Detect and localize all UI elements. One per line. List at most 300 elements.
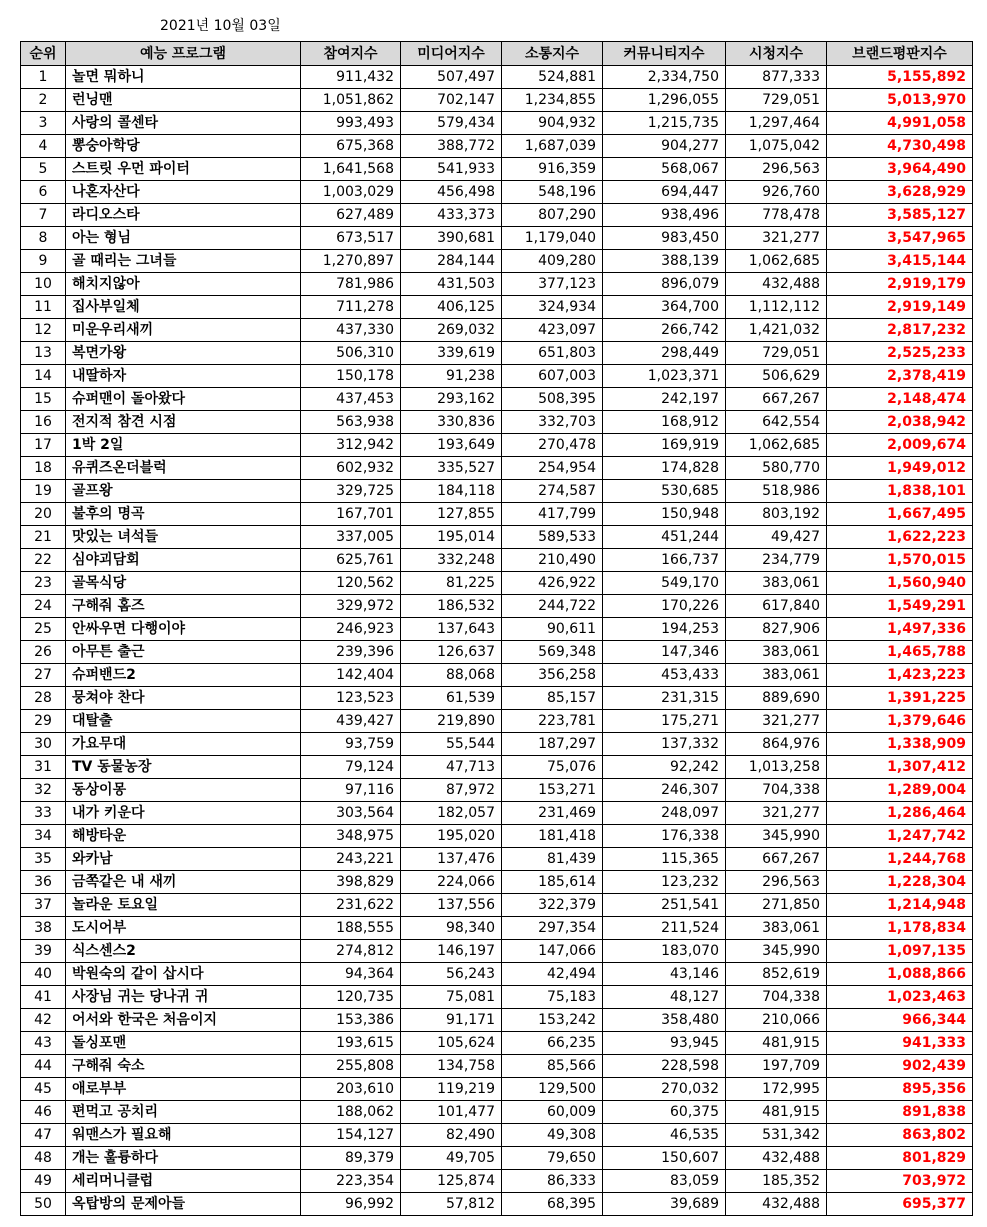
community-cell: 169,919 (603, 434, 726, 457)
program-name-cell: 도시어부 (66, 917, 301, 940)
program-name-cell: 미운우리새끼 (66, 319, 301, 342)
participation-cell: 188,062 (301, 1101, 401, 1124)
viewership-cell: 1,421,032 (726, 319, 827, 342)
community-cell: 48,127 (603, 986, 726, 1009)
media-cell: 88,068 (401, 664, 502, 687)
table-row (21, 710, 973, 733)
rank-cell: 50 (21, 1193, 66, 1216)
communication-cell: 569,348 (502, 641, 603, 664)
rank-cell: 3 (21, 112, 66, 135)
rank-cell: 49 (21, 1170, 66, 1193)
participation-cell: 329,725 (301, 480, 401, 503)
brand-index-cell: 3,585,127 (827, 204, 973, 227)
table-row (21, 342, 973, 365)
col-header-communication: 소통지수 (502, 42, 603, 66)
brand-index-cell: 1,379,646 (827, 710, 973, 733)
rank-cell: 14 (21, 365, 66, 388)
program-name-cell: 1박 2일 (66, 434, 301, 457)
media-cell: 388,772 (401, 135, 502, 158)
media-cell: 195,014 (401, 526, 502, 549)
media-cell: 224,066 (401, 871, 502, 894)
communication-cell: 244,722 (502, 595, 603, 618)
media-cell: 101,477 (401, 1101, 502, 1124)
community-cell: 246,307 (603, 779, 726, 802)
brand-index-cell: 2,919,149 (827, 296, 973, 319)
communication-cell: 60,009 (502, 1101, 603, 1124)
community-cell: 270,032 (603, 1078, 726, 1101)
communication-cell: 377,123 (502, 273, 603, 296)
brand-index-cell: 1,228,304 (827, 871, 973, 894)
media-cell: 137,556 (401, 894, 502, 917)
media-cell: 127,855 (401, 503, 502, 526)
community-cell: 43,146 (603, 963, 726, 986)
brand-index-cell: 1,178,834 (827, 917, 973, 940)
brand-index-cell: 2,817,232 (827, 319, 973, 342)
rank-cell: 12 (21, 319, 66, 342)
viewership-cell: 383,061 (726, 664, 827, 687)
brand-index-cell: 703,972 (827, 1170, 973, 1193)
media-cell: 91,171 (401, 1009, 502, 1032)
media-cell: 184,118 (401, 480, 502, 503)
communication-cell: 153,271 (502, 779, 603, 802)
communication-cell: 129,500 (502, 1078, 603, 1101)
rank-cell: 16 (21, 411, 66, 434)
rank-cell: 2 (21, 89, 66, 112)
community-cell: 176,338 (603, 825, 726, 848)
brand-index-cell: 4,730,498 (827, 135, 973, 158)
table-row (21, 526, 973, 549)
rank-cell: 45 (21, 1078, 66, 1101)
brand-index-cell: 941,333 (827, 1032, 973, 1055)
rank-cell: 40 (21, 963, 66, 986)
participation-cell: 120,735 (301, 986, 401, 1009)
community-cell: 92,242 (603, 756, 726, 779)
rank-cell: 15 (21, 388, 66, 411)
brand-index-cell: 1,560,940 (827, 572, 973, 595)
viewership-cell: 1,062,685 (726, 250, 827, 273)
table-row (21, 388, 973, 411)
community-cell: 123,232 (603, 871, 726, 894)
media-cell: 75,081 (401, 986, 502, 1009)
brand-index-cell: 1,307,412 (827, 756, 973, 779)
community-cell: 46,535 (603, 1124, 726, 1147)
participation-cell: 348,975 (301, 825, 401, 848)
program-name-cell: 뭉쳐야 찬다 (66, 687, 301, 710)
col-header-viewership: 시청지수 (726, 42, 827, 66)
communication-cell: 85,157 (502, 687, 603, 710)
program-name-cell: 구해줘 홈즈 (66, 595, 301, 618)
program-name-cell: 해치지않아 (66, 273, 301, 296)
rank-cell: 42 (21, 1009, 66, 1032)
communication-cell: 548,196 (502, 181, 603, 204)
rank-cell: 23 (21, 572, 66, 595)
rank-cell: 46 (21, 1101, 66, 1124)
media-cell: 332,248 (401, 549, 502, 572)
participation-cell: 96,992 (301, 1193, 401, 1216)
media-cell: 579,434 (401, 112, 502, 135)
rank-cell: 39 (21, 940, 66, 963)
community-cell: 1,215,735 (603, 112, 726, 135)
media-cell: 49,705 (401, 1147, 502, 1170)
rank-cell: 36 (21, 871, 66, 894)
rank-cell: 43 (21, 1032, 66, 1055)
communication-cell: 185,614 (502, 871, 603, 894)
brand-index-cell: 1,338,909 (827, 733, 973, 756)
participation-cell: 1,003,029 (301, 181, 401, 204)
participation-cell: 781,986 (301, 273, 401, 296)
viewership-cell: 667,267 (726, 388, 827, 411)
community-cell: 150,948 (603, 503, 726, 526)
participation-cell: 231,622 (301, 894, 401, 917)
rank-cell: 17 (21, 434, 66, 457)
viewership-cell: 481,915 (726, 1101, 827, 1124)
community-cell: 174,828 (603, 457, 726, 480)
media-cell: 330,836 (401, 411, 502, 434)
program-name-cell: 내딸하자 (66, 365, 301, 388)
rank-cell: 28 (21, 687, 66, 710)
community-cell: 228,598 (603, 1055, 726, 1078)
community-cell: 453,433 (603, 664, 726, 687)
brand-index-cell: 1,622,223 (827, 526, 973, 549)
participation-cell: 675,368 (301, 135, 401, 158)
communication-cell: 90,611 (502, 618, 603, 641)
viewership-cell: 803,192 (726, 503, 827, 526)
participation-cell: 625,761 (301, 549, 401, 572)
participation-cell: 563,938 (301, 411, 401, 434)
program-name-cell: 세리머니클럽 (66, 1170, 301, 1193)
participation-cell: 89,379 (301, 1147, 401, 1170)
communication-cell: 322,379 (502, 894, 603, 917)
rank-cell: 32 (21, 779, 66, 802)
program-name-cell: 골목식당 (66, 572, 301, 595)
table-row (21, 1170, 973, 1193)
community-cell: 60,375 (603, 1101, 726, 1124)
rank-cell: 33 (21, 802, 66, 825)
community-cell: 1,023,371 (603, 365, 726, 388)
communication-cell: 274,587 (502, 480, 603, 503)
rank-cell: 24 (21, 595, 66, 618)
brand-index-cell: 1,497,336 (827, 618, 973, 641)
program-name-cell: 동상이몽 (66, 779, 301, 802)
rank-cell: 20 (21, 503, 66, 526)
table-row (21, 618, 973, 641)
media-cell: 390,681 (401, 227, 502, 250)
program-name-cell: 애로부부 (66, 1078, 301, 1101)
communication-cell: 270,478 (502, 434, 603, 457)
brand-index-cell: 1,088,866 (827, 963, 973, 986)
community-cell: 388,139 (603, 250, 726, 273)
viewership-cell: 432,488 (726, 1147, 827, 1170)
communication-cell: 153,242 (502, 1009, 603, 1032)
viewership-cell: 296,563 (726, 158, 827, 181)
viewership-cell: 296,563 (726, 871, 827, 894)
program-name-cell: 와카남 (66, 848, 301, 871)
communication-cell: 66,235 (502, 1032, 603, 1055)
table-row (21, 112, 973, 135)
community-cell: 194,253 (603, 618, 726, 641)
media-cell: 702,147 (401, 89, 502, 112)
viewership-cell: 704,338 (726, 779, 827, 802)
communication-cell: 223,781 (502, 710, 603, 733)
program-name-cell: 불후의 명곡 (66, 503, 301, 526)
communication-cell: 1,234,855 (502, 89, 603, 112)
viewership-cell: 321,277 (726, 227, 827, 250)
community-cell: 530,685 (603, 480, 726, 503)
viewership-cell: 49,427 (726, 526, 827, 549)
participation-cell: 312,942 (301, 434, 401, 457)
participation-cell: 439,427 (301, 710, 401, 733)
participation-cell: 154,127 (301, 1124, 401, 1147)
program-name-cell: 나혼자산다 (66, 181, 301, 204)
rank-cell: 22 (21, 549, 66, 572)
participation-cell: 142,404 (301, 664, 401, 687)
table-row (21, 733, 973, 756)
communication-cell: 423,097 (502, 319, 603, 342)
program-name-cell: 편먹고 공치리 (66, 1101, 301, 1124)
media-cell: 146,197 (401, 940, 502, 963)
media-cell: 98,340 (401, 917, 502, 940)
brand-index-cell: 1,465,788 (827, 641, 973, 664)
community-cell: 694,447 (603, 181, 726, 204)
brand-index-cell: 3,547,965 (827, 227, 973, 250)
col-header-community: 커뮤니티지수 (603, 42, 726, 66)
media-cell: 56,243 (401, 963, 502, 986)
community-cell: 39,689 (603, 1193, 726, 1216)
media-cell: 126,637 (401, 641, 502, 664)
communication-cell: 297,354 (502, 917, 603, 940)
participation-cell: 437,453 (301, 388, 401, 411)
table-row (21, 227, 973, 250)
program-name-cell: 구해줘 숙소 (66, 1055, 301, 1078)
rank-cell: 26 (21, 641, 66, 664)
col-header-rank: 순위 (21, 42, 66, 66)
program-name-cell: 아무튼 출근 (66, 641, 301, 664)
viewership-cell: 271,850 (726, 894, 827, 917)
rank-cell: 44 (21, 1055, 66, 1078)
table-row (21, 457, 973, 480)
table-row (21, 1078, 973, 1101)
brand-index-cell: 3,964,490 (827, 158, 973, 181)
viewership-cell: 506,629 (726, 365, 827, 388)
community-cell: 251,541 (603, 894, 726, 917)
community-cell: 242,197 (603, 388, 726, 411)
media-cell: 541,933 (401, 158, 502, 181)
participation-cell: 673,517 (301, 227, 401, 250)
viewership-cell: 432,488 (726, 1193, 827, 1216)
rank-cell: 37 (21, 894, 66, 917)
communication-cell: 332,703 (502, 411, 603, 434)
table-row (21, 664, 973, 687)
participation-cell: 602,932 (301, 457, 401, 480)
brand-index-cell: 895,356 (827, 1078, 973, 1101)
brand-index-cell: 1,949,012 (827, 457, 973, 480)
program-name-cell: 슈퍼맨이 돌아왔다 (66, 388, 301, 411)
communication-cell: 210,490 (502, 549, 603, 572)
program-name-cell: TV 동물농장 (66, 756, 301, 779)
communication-cell: 187,297 (502, 733, 603, 756)
brand-index-cell: 1,838,101 (827, 480, 973, 503)
participation-cell: 193,615 (301, 1032, 401, 1055)
table-row (21, 963, 973, 986)
viewership-cell: 617,840 (726, 595, 827, 618)
community-cell: 2,334,750 (603, 66, 726, 89)
brand-index-cell: 966,344 (827, 1009, 973, 1032)
participation-cell: 627,489 (301, 204, 401, 227)
date-label: 2021년 10월 03일 (160, 18, 281, 34)
brand-index-cell: 1,286,464 (827, 802, 973, 825)
table-row (21, 917, 973, 940)
participation-cell: 1,641,568 (301, 158, 401, 181)
community-cell: 211,524 (603, 917, 726, 940)
viewership-cell: 1,013,258 (726, 756, 827, 779)
communication-cell: 607,003 (502, 365, 603, 388)
community-cell: 147,346 (603, 641, 726, 664)
participation-cell: 167,701 (301, 503, 401, 526)
program-name-cell: 식스센스2 (66, 940, 301, 963)
participation-cell: 150,178 (301, 365, 401, 388)
rank-cell: 10 (21, 273, 66, 296)
table-row (21, 434, 973, 457)
media-cell: 431,503 (401, 273, 502, 296)
table-row (21, 181, 973, 204)
table-row (21, 480, 973, 503)
table-row (21, 89, 973, 112)
brand-index-cell: 1,549,291 (827, 595, 973, 618)
table-header-row (21, 42, 973, 66)
table-row (21, 871, 973, 894)
participation-cell: 93,759 (301, 733, 401, 756)
community-cell: 115,365 (603, 848, 726, 871)
participation-cell: 97,116 (301, 779, 401, 802)
media-cell: 406,125 (401, 296, 502, 319)
communication-cell: 324,934 (502, 296, 603, 319)
community-cell: 83,059 (603, 1170, 726, 1193)
program-name-cell: 유퀴즈온더블럭 (66, 457, 301, 480)
viewership-cell: 580,770 (726, 457, 827, 480)
viewership-cell: 481,915 (726, 1032, 827, 1055)
participation-cell: 1,051,862 (301, 89, 401, 112)
brand-index-cell: 5,155,892 (827, 66, 973, 89)
media-cell: 193,649 (401, 434, 502, 457)
table-row (21, 687, 973, 710)
media-cell: 61,539 (401, 687, 502, 710)
table-body (21, 66, 973, 1216)
viewership-cell: 518,986 (726, 480, 827, 503)
rank-cell: 9 (21, 250, 66, 273)
communication-cell: 1,179,040 (502, 227, 603, 250)
communication-cell: 426,922 (502, 572, 603, 595)
participation-cell: 243,221 (301, 848, 401, 871)
program-name-cell: 안싸우면 다행이야 (66, 618, 301, 641)
viewership-cell: 531,342 (726, 1124, 827, 1147)
viewership-cell: 383,061 (726, 917, 827, 940)
media-cell: 269,032 (401, 319, 502, 342)
brand-index-cell: 2,148,474 (827, 388, 973, 411)
participation-cell: 437,330 (301, 319, 401, 342)
table-row (21, 1193, 973, 1216)
table-row (21, 940, 973, 963)
communication-cell: 75,183 (502, 986, 603, 1009)
media-cell: 91,238 (401, 365, 502, 388)
table-row (21, 296, 973, 319)
media-cell: 125,874 (401, 1170, 502, 1193)
communication-cell: 42,494 (502, 963, 603, 986)
participation-cell: 337,005 (301, 526, 401, 549)
program-name-cell: 복면가왕 (66, 342, 301, 365)
program-name-cell: 맛있는 녀석들 (66, 526, 301, 549)
table-row (21, 66, 973, 89)
program-name-cell: 사장님 귀는 당나귀 귀 (66, 986, 301, 1009)
rank-cell: 7 (21, 204, 66, 227)
program-name-cell: 해방타운 (66, 825, 301, 848)
brand-index-cell: 902,439 (827, 1055, 973, 1078)
table-row (21, 986, 973, 1009)
communication-cell: 807,290 (502, 204, 603, 227)
table-row (21, 204, 973, 227)
participation-cell: 993,493 (301, 112, 401, 135)
viewership-cell: 1,112,112 (726, 296, 827, 319)
community-cell: 904,277 (603, 135, 726, 158)
media-cell: 57,812 (401, 1193, 502, 1216)
brand-index-cell: 1,247,742 (827, 825, 973, 848)
viewership-cell: 852,619 (726, 963, 827, 986)
table-row (21, 549, 973, 572)
participation-cell: 255,808 (301, 1055, 401, 1078)
participation-cell: 79,124 (301, 756, 401, 779)
community-cell: 1,296,055 (603, 89, 726, 112)
participation-cell: 274,812 (301, 940, 401, 963)
rank-cell: 19 (21, 480, 66, 503)
rank-cell: 48 (21, 1147, 66, 1170)
community-cell: 568,067 (603, 158, 726, 181)
table-row (21, 572, 973, 595)
community-cell: 137,332 (603, 733, 726, 756)
program-name-cell: 어서와 한국은 처음이지 (66, 1009, 301, 1032)
program-name-cell: 가요무대 (66, 733, 301, 756)
communication-cell: 589,533 (502, 526, 603, 549)
media-cell: 507,497 (401, 66, 502, 89)
viewership-cell: 729,051 (726, 89, 827, 112)
rank-cell: 4 (21, 135, 66, 158)
brand-index-cell: 2,378,419 (827, 365, 973, 388)
communication-cell: 75,076 (502, 756, 603, 779)
brand-index-cell: 1,289,004 (827, 779, 973, 802)
table-row (21, 250, 973, 273)
viewership-cell: 889,690 (726, 687, 827, 710)
participation-cell: 398,829 (301, 871, 401, 894)
viewership-cell: 345,990 (726, 940, 827, 963)
table-row (21, 1124, 973, 1147)
communication-cell: 181,418 (502, 825, 603, 848)
media-cell: 134,758 (401, 1055, 502, 1078)
rank-cell: 1 (21, 66, 66, 89)
communication-cell: 904,932 (502, 112, 603, 135)
media-cell: 55,544 (401, 733, 502, 756)
brand-index-cell: 1,423,223 (827, 664, 973, 687)
brand-index-cell: 1,214,948 (827, 894, 973, 917)
brand-index-cell: 801,829 (827, 1147, 973, 1170)
program-name-cell: 스트릿 우먼 파이터 (66, 158, 301, 181)
brand-index-cell: 695,377 (827, 1193, 973, 1216)
communication-cell: 524,881 (502, 66, 603, 89)
table-row (21, 273, 973, 296)
media-cell: 284,144 (401, 250, 502, 273)
rank-cell: 29 (21, 710, 66, 733)
rank-cell: 27 (21, 664, 66, 687)
rank-cell: 11 (21, 296, 66, 319)
program-name-cell: 박원숙의 같이 삽시다 (66, 963, 301, 986)
viewership-cell: 345,990 (726, 825, 827, 848)
